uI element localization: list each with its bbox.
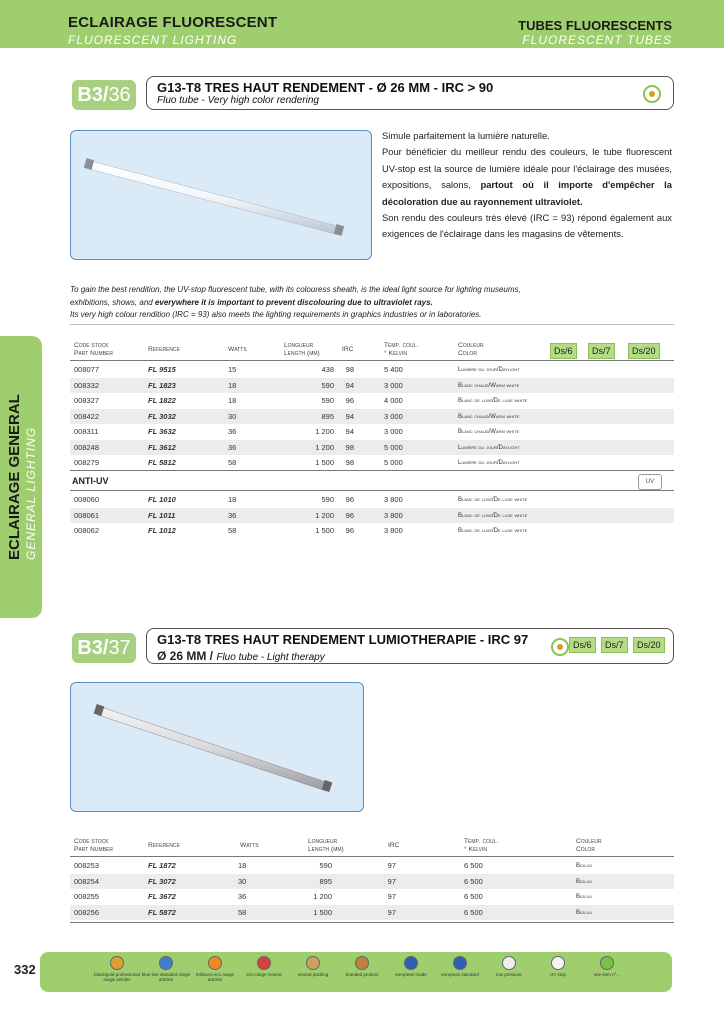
footer-icon-label: eco range neutral bbox=[246, 972, 282, 977]
divider bbox=[70, 324, 674, 325]
table-row bbox=[70, 378, 674, 394]
cell-watts: 36 bbox=[228, 510, 237, 520]
description-text: Pour bénéficier du meilleur rendu des couleurs, le tube fluorescent UV-stop est la source de lumière idéale pour l'éclairage des musées, expositions, salons, bbox=[382, 146, 672, 191]
table-row bbox=[70, 492, 674, 508]
cell-irc: 96 bbox=[345, 495, 354, 504]
cell-ref: FL 3672 bbox=[148, 892, 176, 901]
header-right-subtitle: FLUORESCENT TUBES bbox=[522, 33, 672, 47]
cell-code: 008422 bbox=[74, 411, 100, 421]
table-rule bbox=[70, 856, 674, 857]
section-subtitle: Fluo tube - Light therapy bbox=[216, 652, 325, 663]
col-length: Longueur Length (mm) bbox=[284, 342, 320, 357]
footer-icon-label: branded product bbox=[345, 972, 379, 977]
ds-label: Ds/7 bbox=[601, 637, 628, 653]
cell-watts: 36 bbox=[228, 427, 237, 436]
table-rule bbox=[70, 360, 674, 361]
uv-stop-symbol bbox=[551, 956, 565, 970]
cell-len: 1 200 bbox=[315, 510, 334, 520]
cell-len: 895 bbox=[319, 876, 332, 886]
fluorescent-tube-image bbox=[71, 131, 371, 259]
cell-ref: FL 1010 bbox=[148, 495, 176, 504]
cell-temp: 3 000 bbox=[384, 427, 403, 436]
cell-irc: 94 bbox=[345, 411, 354, 421]
cell-irc: 94 bbox=[345, 380, 354, 390]
cell-code: 008256 bbox=[74, 907, 100, 917]
cell-code: 008332 bbox=[74, 380, 100, 390]
table-row bbox=[70, 424, 674, 440]
cell-ref: FL 3632 bbox=[148, 427, 176, 436]
table-row bbox=[70, 874, 674, 890]
cell-watts: 58 bbox=[228, 458, 237, 467]
cell-temp: 6 500 bbox=[464, 876, 483, 886]
cell-temp: 6 500 bbox=[464, 892, 483, 901]
low-pressure-symbol bbox=[502, 956, 516, 970]
see-item-icon bbox=[582, 956, 632, 977]
footer-icon-label: black/gold professional range articles bbox=[94, 972, 140, 982]
description-en-line bbox=[70, 297, 680, 310]
european-made-icon bbox=[386, 956, 436, 977]
cell-temp: 3 800 bbox=[384, 526, 403, 535]
table-row bbox=[70, 393, 674, 409]
cell-len: 590 bbox=[319, 861, 332, 870]
cell-irc: 97 bbox=[387, 861, 396, 870]
badge-prefix: B3/ bbox=[77, 84, 109, 106]
professional-range-icon bbox=[92, 956, 142, 982]
product-photo bbox=[70, 682, 364, 812]
cell-ref: FL 1011 bbox=[148, 510, 176, 520]
table-row bbox=[70, 858, 674, 874]
anti-uv-label: ANTI-UV bbox=[72, 476, 109, 486]
cell-len: 438 bbox=[321, 365, 334, 374]
cell-len: 1 500 bbox=[315, 526, 334, 535]
cell-watts: 36 bbox=[228, 442, 237, 452]
description-en-line: Its very high colour rendition (IRC = 93) also meets the lighting requirements in graphics industries or in laboratories. bbox=[70, 310, 482, 319]
cell-len: 590 bbox=[321, 380, 334, 390]
section-header-37 bbox=[146, 628, 674, 664]
cell-color: Blanc chaud/Warm white bbox=[458, 413, 520, 420]
cell-ref: FL 1872 bbox=[148, 861, 176, 870]
cell-irc: 96 bbox=[345, 526, 354, 535]
cell-ref: FL 5872 bbox=[148, 907, 176, 917]
table-rule bbox=[70, 470, 674, 471]
cell-ref: FL 5812 bbox=[148, 458, 176, 467]
footer-icon-label: european standard bbox=[441, 972, 479, 977]
side-tab-title: ECLAIRAGE GENERAL bbox=[6, 394, 23, 560]
description-paragraph: Son rendu des couleurs très élevé (IRC = 93) répond également aux exigences de l'éclairage dans les magasins de vêtements. bbox=[382, 212, 672, 240]
header-left-subtitle: FLUORESCENT LIGHTING bbox=[68, 33, 238, 47]
section-header-36 bbox=[146, 76, 674, 110]
description-en bbox=[70, 284, 680, 322]
neutral-packing-symbol bbox=[306, 956, 320, 970]
description-emphasis: partout où il importe d'empêcher la décoloration due au rayonnement ultraviolet. bbox=[382, 179, 672, 207]
cell-temp: 6 500 bbox=[464, 861, 483, 870]
col-watts: Watts bbox=[228, 346, 247, 353]
table-rule bbox=[70, 922, 674, 923]
footer-icon-label: european made bbox=[395, 972, 427, 977]
cell-ref: FL 1822 bbox=[148, 396, 176, 405]
col-code: Code stock Part Number bbox=[74, 838, 113, 853]
cell-len: 590 bbox=[321, 495, 334, 504]
cell-code: 008255 bbox=[74, 892, 100, 901]
ds-label: Ds/6 bbox=[550, 343, 577, 359]
cell-code: 008062 bbox=[74, 526, 100, 535]
table-rule bbox=[70, 490, 674, 491]
cell-irc: 98 bbox=[345, 365, 354, 374]
see-item-symbol bbox=[600, 956, 614, 970]
footer-icon-label: low pressure bbox=[496, 972, 522, 977]
badge-prefix: B3/ bbox=[77, 637, 109, 659]
cell-code: 008327 bbox=[74, 396, 100, 405]
cell-len: 1 200 bbox=[313, 892, 332, 901]
cell-code: 008253 bbox=[74, 861, 100, 870]
cell-code: 008248 bbox=[74, 442, 100, 452]
cell-irc: 97 bbox=[387, 892, 396, 901]
cell-temp: 5 000 bbox=[384, 442, 403, 452]
col-temp: Temp. coul. ° Kelvin bbox=[464, 838, 499, 853]
description-en-text: exhibitions, shows, and bbox=[70, 297, 155, 307]
section-subtitle-line bbox=[157, 647, 325, 665]
badge-number: 37 bbox=[108, 637, 131, 659]
cell-len: 590 bbox=[321, 396, 334, 405]
cell-irc: 97 bbox=[387, 907, 396, 917]
neutral-packing-icon bbox=[288, 956, 338, 977]
cell-irc: 98 bbox=[345, 442, 354, 452]
cell-color: Biolux bbox=[576, 894, 593, 900]
table-row bbox=[70, 409, 674, 425]
col-watts: Watts bbox=[240, 842, 259, 849]
section-badge-37 bbox=[72, 633, 136, 663]
uv-stop-icon: UV bbox=[638, 474, 662, 490]
col-temp: Temp. coul. ° Kelvin bbox=[384, 342, 419, 357]
col-color: Couleur Color bbox=[458, 342, 484, 357]
section-badge-36 bbox=[72, 80, 136, 110]
description-paragraph: Simule parfaitement la lumière naturelle. bbox=[382, 130, 550, 141]
cell-ref: FL 3032 bbox=[148, 411, 176, 421]
cell-code: 008311 bbox=[74, 427, 99, 436]
cell-temp: 5 000 bbox=[384, 458, 403, 467]
fluorescent-tube-image bbox=[71, 683, 363, 811]
eco-range-neutral-symbol bbox=[257, 956, 271, 970]
cell-code: 008061 bbox=[74, 510, 100, 520]
cell-color: Biolux bbox=[576, 909, 593, 916]
lamp-type-icon bbox=[551, 638, 569, 656]
cell-ref: FL 1012 bbox=[148, 526, 176, 535]
cell-color: Lumière du jour/Daylight bbox=[458, 460, 520, 466]
table-row bbox=[70, 362, 674, 378]
european-made-symbol bbox=[404, 956, 418, 970]
cell-code: 008077 bbox=[74, 365, 100, 374]
ds-label: Ds/7 bbox=[588, 343, 615, 359]
col-irc: IRC bbox=[388, 842, 400, 849]
table-row bbox=[70, 440, 674, 456]
cell-len: 1 200 bbox=[315, 427, 334, 436]
footer-icon-label: brillance eco range articles bbox=[195, 972, 235, 982]
description-fr bbox=[382, 128, 672, 243]
cell-color: Blanc chaud/Warm white bbox=[458, 382, 520, 389]
table-row bbox=[70, 889, 674, 905]
cell-watts: 18 bbox=[228, 396, 237, 405]
cell-len: 1 200 bbox=[315, 442, 334, 452]
cell-ref: FL 1823 bbox=[148, 380, 176, 390]
ds-label: Ds/20 bbox=[628, 343, 660, 359]
cell-watts: 36 bbox=[238, 892, 247, 901]
standard-range-symbol bbox=[159, 956, 173, 970]
branded-product-icon bbox=[337, 956, 387, 977]
header-right-title: TUBES FLUORESCENTS bbox=[518, 18, 672, 33]
col-color: Couleur Color bbox=[576, 838, 602, 853]
cell-irc: 96 bbox=[345, 396, 354, 405]
cell-color: Blanc de luxe/De luxe white bbox=[458, 528, 528, 534]
footer-icon-label: blue line standard range articles bbox=[141, 972, 191, 982]
cell-color: Blanc de luxe/De luxe white bbox=[458, 497, 528, 503]
cell-color: Blanc de luxe/De luxe white bbox=[458, 512, 528, 519]
cell-watts: 18 bbox=[228, 380, 237, 390]
cell-watts: 30 bbox=[238, 876, 247, 886]
cell-ref: FL 3072 bbox=[148, 876, 176, 886]
page-number: 332 bbox=[14, 962, 36, 977]
cell-watts: 58 bbox=[238, 907, 247, 917]
cell-code: 008060 bbox=[74, 495, 100, 504]
eco-range-neutral-icon bbox=[239, 956, 289, 977]
product-photo bbox=[70, 130, 372, 260]
cell-color: Biolux bbox=[576, 863, 593, 869]
cell-color: Biolux bbox=[576, 878, 593, 885]
badge-number: 36 bbox=[108, 84, 131, 106]
eco-range-symbol bbox=[208, 956, 222, 970]
footer-icon-label: UV stop bbox=[549, 972, 566, 977]
cell-color: Blanc de luxe/De luxe white bbox=[458, 398, 528, 404]
table-row bbox=[70, 905, 674, 921]
cell-watts: 15 bbox=[228, 365, 237, 374]
section-title: G13-T8 TRES HAUT RENDEMENT - Ø 26 MM - IRC > 90 bbox=[157, 80, 494, 95]
cell-temp: 4 000 bbox=[384, 396, 403, 405]
ds-label: Ds/20 bbox=[633, 637, 665, 653]
side-tab-subtitle: GENERAL LIGHTING bbox=[24, 426, 38, 560]
table-row bbox=[70, 523, 674, 539]
header-left-title: ECLAIRAGE FLUORESCENT bbox=[68, 14, 278, 31]
table-row bbox=[70, 508, 674, 524]
col-length: Longueur Length (mm) bbox=[308, 838, 344, 853]
footer-icon-label: see item n°... bbox=[593, 972, 621, 977]
cell-len: 895 bbox=[321, 411, 334, 421]
low-pressure-icon bbox=[484, 956, 534, 977]
cell-irc: 98 bbox=[345, 458, 354, 467]
col-ref: Reference bbox=[148, 842, 180, 849]
cell-temp: 3 800 bbox=[384, 510, 403, 520]
lamp-type-icon bbox=[643, 85, 661, 103]
cell-len: 1 500 bbox=[313, 907, 332, 917]
cell-temp: 6 500 bbox=[464, 907, 483, 917]
european-standard-symbol bbox=[453, 956, 467, 970]
cell-irc: 94 bbox=[345, 427, 354, 436]
cell-irc: 96 bbox=[345, 510, 354, 520]
cell-temp: 3 000 bbox=[384, 380, 403, 390]
footer-icon-label: neutral packing bbox=[297, 972, 329, 977]
ds-label: Ds/6 bbox=[569, 637, 596, 653]
cell-color: Lumière du jour/Daylight bbox=[458, 367, 520, 373]
description-paragraph bbox=[382, 144, 672, 210]
section-diameter: Ø 26 MM / bbox=[157, 649, 217, 663]
cell-watts: 58 bbox=[228, 526, 237, 535]
european-standard-icon bbox=[435, 956, 485, 977]
eco-range-icon bbox=[190, 956, 240, 982]
branded-product-symbol bbox=[355, 956, 369, 970]
table-row bbox=[70, 455, 674, 471]
page-header bbox=[0, 0, 724, 48]
cell-irc: 97 bbox=[387, 876, 396, 886]
description-en-emphasis: everywhere it is important to prevent discolouring due to ultraviolet rays. bbox=[154, 297, 433, 307]
cell-color: Blanc chaud/Warm white bbox=[458, 429, 520, 435]
professional-range-symbol bbox=[110, 956, 124, 970]
description-en-line: To gain the best rendition, the UV-stop fluorescent tube, with its colouress sheath, is the ideal light source for lighting museums, bbox=[70, 285, 521, 294]
cell-code: 008254 bbox=[74, 876, 100, 886]
section-subtitle: Fluo tube - Very high color rendering bbox=[157, 95, 319, 106]
cell-color: Lumière du jour/Daylight bbox=[458, 444, 520, 451]
cell-temp: 3 800 bbox=[384, 495, 403, 504]
standard-range-icon bbox=[141, 956, 191, 982]
cell-temp: 3 000 bbox=[384, 411, 403, 421]
col-code: Code stock Part Number bbox=[74, 342, 113, 357]
col-ref: Reference bbox=[148, 346, 180, 353]
section-title: G13-T8 TRES HAUT RENDEMENT LUMIOTHERAPIE - IRC 97 bbox=[157, 632, 529, 647]
col-irc: IRC bbox=[342, 346, 354, 353]
cell-temp: 5 400 bbox=[384, 365, 403, 374]
cell-watts: 18 bbox=[228, 495, 237, 504]
cell-watts: 30 bbox=[228, 411, 237, 421]
cell-code: 008279 bbox=[74, 458, 100, 467]
uv-stop-icon bbox=[533, 956, 583, 977]
cell-ref: FL 9515 bbox=[148, 365, 176, 374]
cell-len: 1 500 bbox=[315, 458, 334, 467]
cell-watts: 18 bbox=[238, 861, 247, 870]
cell-ref: FL 3612 bbox=[148, 442, 176, 452]
